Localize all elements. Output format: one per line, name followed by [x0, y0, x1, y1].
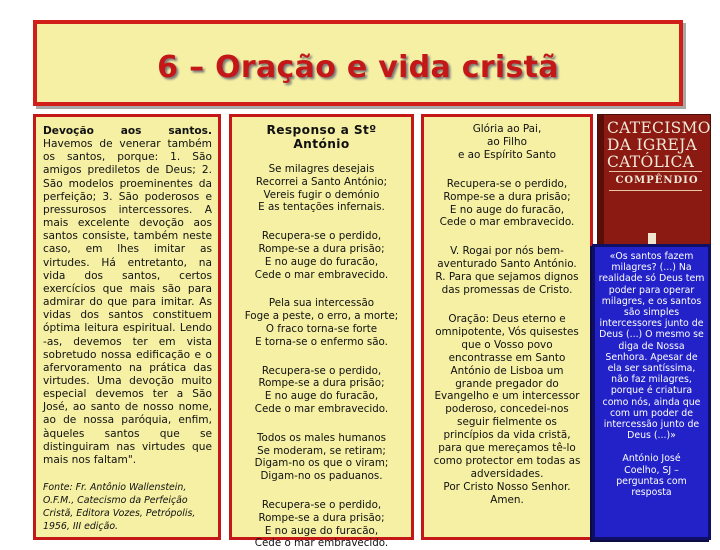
prayer-stanza: Oração: Deus eterno e omnipotente, Vós quisestes que o Vosso povo encontrasse em Santo António de Lisboa um grande pregador do Evangelho e um intercessor poderoso, concedei-nos seguir fielmente os princípios da vida cristã, para que mereçamos tê-lo como protector em todas as adversidades. Por Cristo Nosso Senhor. Amen. — [433, 312, 581, 506]
book-rule — [609, 190, 702, 191]
prayer-stanza: Glória ao Pai, ao Filho e ao Espírito Santo — [457, 123, 557, 161]
responso-stanza: Recupera-se o perdido, Rompe-se a dura prisão; E no auge do furacão, Cede o mar embravecido. — [254, 498, 389, 550]
prayer-panel — [421, 114, 593, 540]
devotion-body — [43, 125, 212, 467]
book-title: CATECISMO DA IGREJA CATÓLICA — [607, 119, 711, 171]
prayer-stanza: Recupera-se o perdido, Rompe-se a dura prisão; E no auge do furacão, Cede o mar embravecido. — [439, 177, 575, 229]
book-rule — [609, 171, 702, 172]
devotion-text: Havemos de venerar também os santos, porque: 1. São amigos prediletos de Deus; 2. São modelos proeminentes da perfeição; 3. São poderosos e pressurosos intercessores. A mais excelente devoção aos santos consiste, também neste caso, em lhes imitar as virtudes. Há entretanto, na vida dos santos, certos exercícios que mais são para admirar do que para imitar. As vidas dos santos constituem óptima leitura espiritual. Lendo -as, devemos ter em vista sobretudo nossa edificação e o afervoramento na prática das virtudes. Uma devoção muito especial devemos ter a São José, ao santo de nosso nome, ao de nossa paróquia, enfim, àqueles santos que se distinguiram nas virtudes que mais nos faltam". — [43, 138, 212, 466]
responso-panel — [229, 114, 414, 550]
responso-stanza: Recupera-se o perdido, Rompe-se a dura prisão; E no auge do furacão, Cede o mar embravecido. — [254, 230, 389, 281]
catechism-book-cover — [597, 114, 711, 250]
devotion-lead: Devoção aos santos. — [43, 125, 212, 137]
responso-stanza: Recupera-se o perdido, Rompe-se a dura prisão; E no auge do furacão, Cede o mar embravecido. — [254, 364, 389, 415]
book-subtitle: COMPÊNDIO — [615, 175, 699, 186]
devotion-source: Fonte: Fr. Antônio Wallenstein, O.F.M., Catecismo da Perfeição Cristã, Editora Vozes, Petrópolis, 1956, III edição. — [43, 482, 196, 533]
responso-stanza: Se milagres desejais Recorrei a Santo António; Vereis fugir o demónio E as tentações infernais. — [255, 163, 388, 214]
devotion-panel — [33, 114, 221, 540]
quote-author: António José Coelho, SJ – perguntas com resposta — [616, 453, 687, 499]
slide-title: 6 – Oração e vida cristã — [157, 50, 559, 85]
responso-stanza: Todos os males humanos Se moderam, se retiram; Digam-no os que o viram; Digam-no os paduanos. — [254, 431, 389, 483]
quote-box — [592, 244, 711, 540]
responso-heading: Responso a Stº António — [266, 123, 377, 151]
title-box — [33, 20, 683, 106]
responso-stanza: Pela sua intercessão Foge a peste, o erro, a morte; O fraco torna-se forte E torna-se o enfermo são. — [244, 297, 399, 348]
prayer-stanza: V. Rogai por nós bem- aventurado Santo António. R. Para que sejamos dignos das promessas de Cristo. — [435, 245, 579, 297]
book-spine — [598, 115, 604, 249]
quote-text: «Os santos fazem milagres? (...) Na realidade só Deus tem poder para operar milagres, e os santos são simples intercessores junto de Deus (...) O mesmo se diga de Nossa Senhora. Apesar de ela ser santíssima, não faz milagres, porque é criatura como nós, ainda que com um poder de intercessão junto de Deus (...)» — [598, 251, 705, 442]
